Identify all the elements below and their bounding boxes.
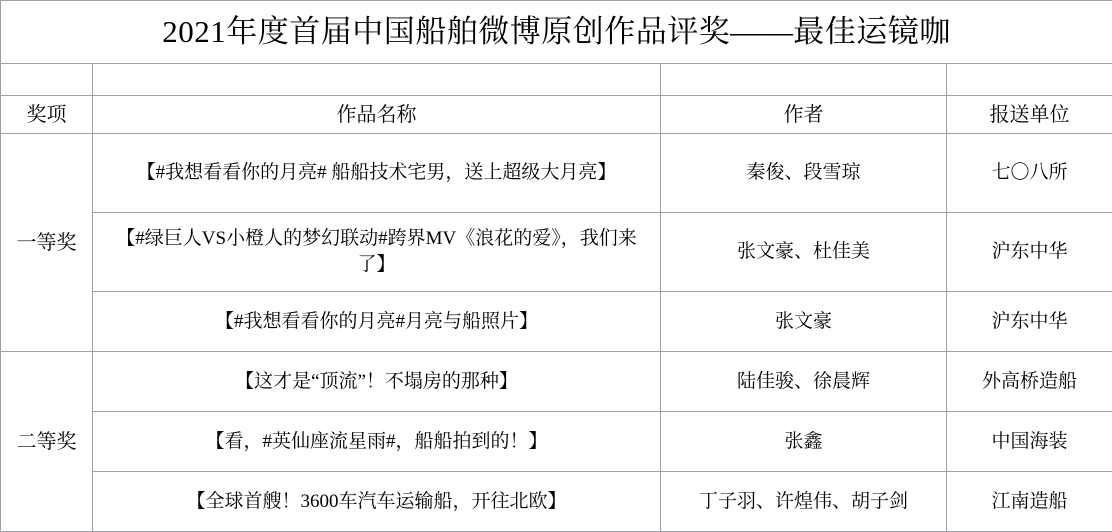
author-cell: 丁子羽、许煌伟、胡子剑 <box>661 472 947 532</box>
work-title-cell: 【看，#英仙座流星雨#，船船拍到的！】 <box>93 412 661 472</box>
unit-cell: 江南造船 <box>947 472 1112 532</box>
title-row <box>1 1 1112 64</box>
document-title: 2021年度首届中国船舶微博原创作品评奖——最佳运镜咖 <box>162 14 951 49</box>
column-header-award: 奖项 <box>1 96 93 134</box>
author-cell: 张文豪、杜佳美 <box>661 213 947 292</box>
award-group-cell-second: 二等奖 <box>1 352 93 532</box>
spacer-cell-award <box>1 64 93 96</box>
author-cell: 秦俊、段雪琼 <box>661 134 947 213</box>
spacer-cell-work <box>93 64 661 96</box>
spacer-cell-author <box>661 64 947 96</box>
table-row <box>1 412 1112 472</box>
work-title-cell: 【#绿巨人VS小橙人的梦幻联动#跨界MV《浪花的爱》，我们来了】 <box>93 213 661 292</box>
spacer-cell-unit <box>947 64 1112 96</box>
unit-cell: 沪东中华 <box>947 213 1112 292</box>
award-group-cell-first: 一等奖 <box>1 134 93 352</box>
table-row <box>1 472 1112 532</box>
table-row <box>1 213 1112 292</box>
column-header-work: 作品名称 <box>93 96 661 134</box>
unit-cell: 中国海装 <box>947 412 1112 472</box>
table-row <box>1 352 1112 412</box>
work-title-cell: 【#我想看看你的月亮# 船船技术宅男，送上超级大月亮】 <box>93 134 661 213</box>
unit-cell: 外高桥造船 <box>947 352 1112 412</box>
table-header-row <box>1 96 1112 134</box>
document-title-cell <box>1 1 1112 64</box>
table-row <box>1 134 1112 213</box>
work-title-cell: 【这才是“顶流”！不塌房的那种】 <box>93 352 661 412</box>
unit-cell: 沪东中华 <box>947 292 1112 352</box>
spacer-row <box>1 64 1112 96</box>
author-cell: 陆佳骏、徐晨辉 <box>661 352 947 412</box>
unit-cell: 七〇八所 <box>947 134 1112 213</box>
column-header-unit: 报送单位 <box>947 96 1112 134</box>
author-cell: 张文豪 <box>661 292 947 352</box>
column-header-author: 作者 <box>661 96 947 134</box>
work-title-cell: 【全球首艘！3600车汽车运输船，开往北欧】 <box>93 472 661 532</box>
author-cell: 张鑫 <box>661 412 947 472</box>
table-row <box>1 292 1112 352</box>
work-title-cell: 【#我想看看你的月亮#月亮与船照片】 <box>93 292 661 352</box>
